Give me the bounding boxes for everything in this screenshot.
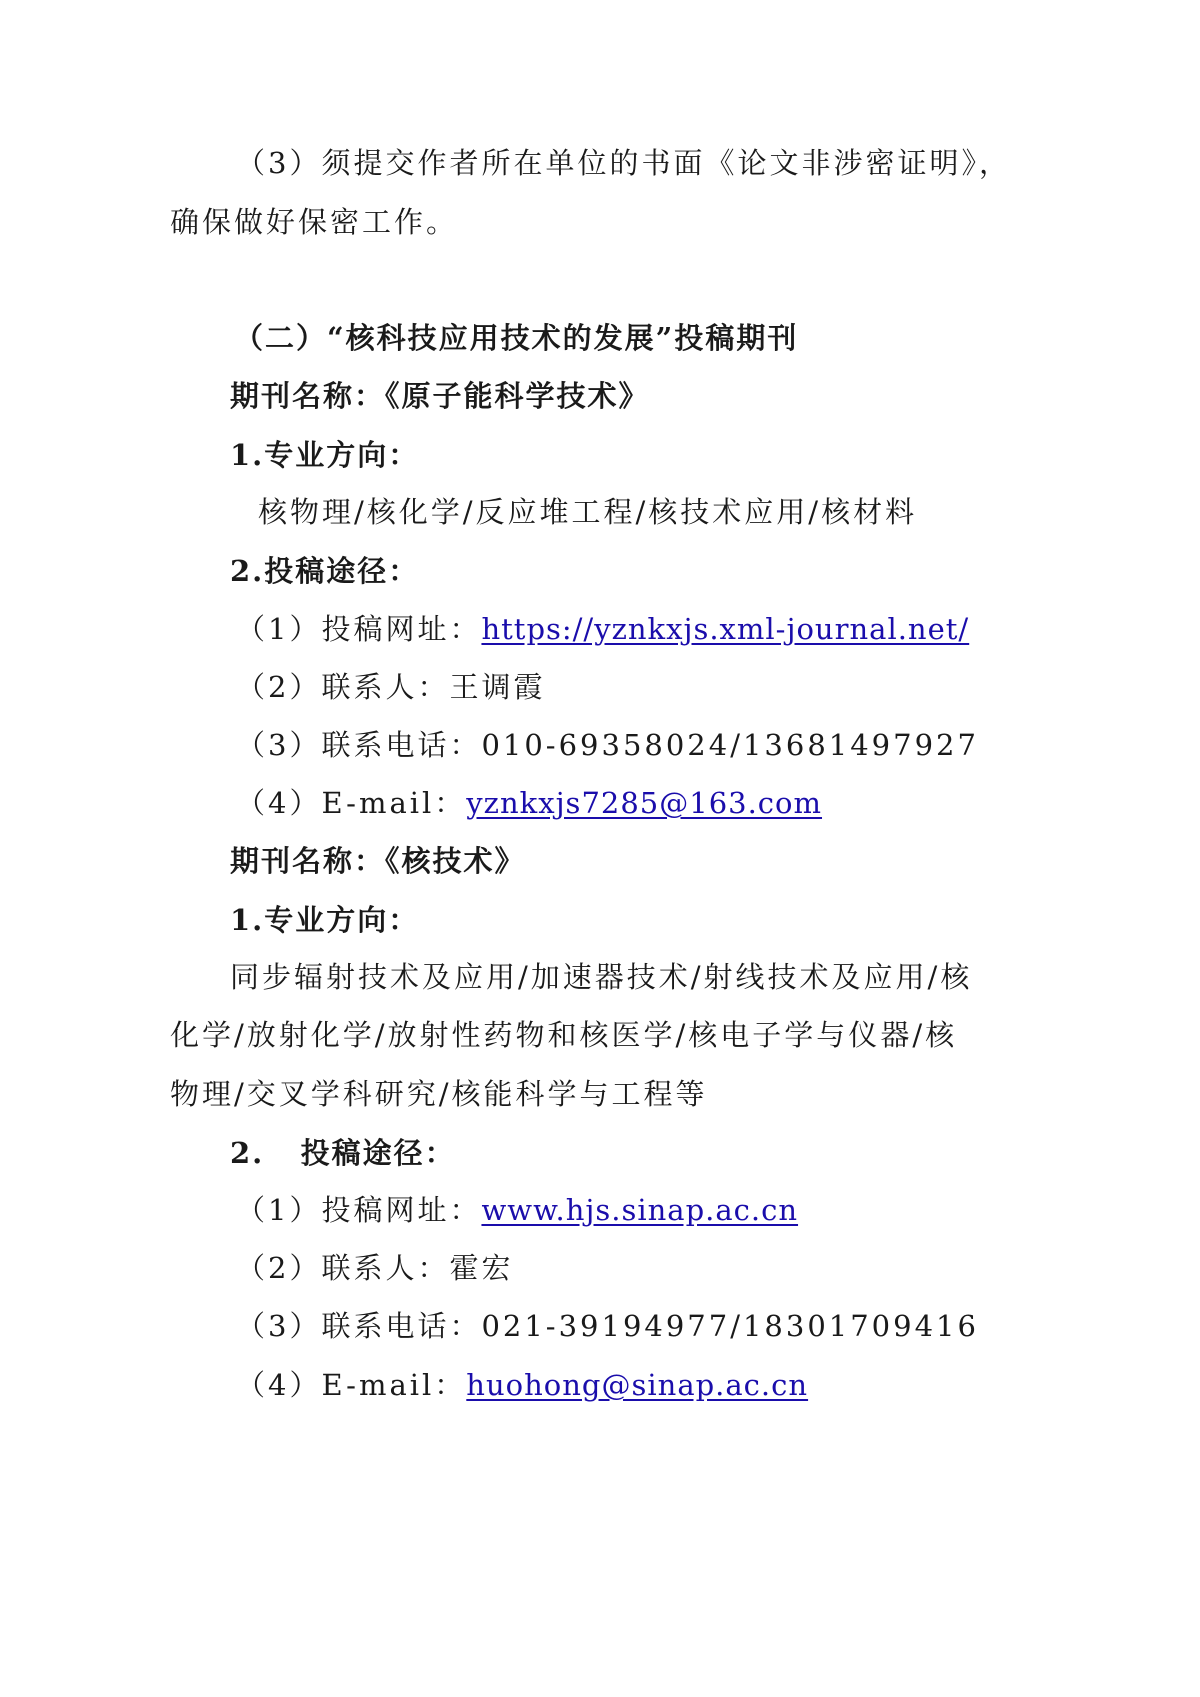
journal2-title: 期刊名称：《核技术》: [230, 844, 526, 878]
journal2-url-link[interactable]: www.hjs.sinap.ac.cn: [481, 1193, 799, 1227]
prev-item3-line2: 确保做好保密工作。: [170, 205, 459, 239]
journal1-email-row: [236, 783, 822, 823]
section-heading: （二）“核科技应用技术的发展”投稿期刊: [234, 321, 799, 355]
journal2-direction-line1: 同步辐射技术及应用/加速器技术/射线技术及应用/核: [230, 960, 973, 994]
journal2-direction-label: 1.专业方向：: [230, 903, 420, 937]
journal1-url-label: （1）投稿网址：: [236, 612, 482, 646]
journal2-contact: （2）联系人：霍宏: [236, 1251, 514, 1285]
journal1-url-link[interactable]: https://yznkxjs.xml-journal.net/: [481, 612, 970, 646]
journal1-title: 期刊名称：《原子能科学技术》: [230, 379, 650, 413]
journal2-direction-line3: 物理/交叉学科研究/核能科学与工程等: [170, 1077, 708, 1111]
journal1-url-row: [236, 609, 969, 649]
journal2-url-row: [236, 1190, 798, 1230]
journal1-direction-label: 1.专业方向：: [230, 438, 420, 472]
journal2-email-label: （4）E-mail：: [236, 1368, 467, 1402]
journal1-route-label: 2.投稿途径：: [230, 554, 420, 588]
journal1-direction-text: 核物理/核化学/反应堆工程/核技术应用/核材料: [258, 495, 918, 529]
journal2-phone: （3）联系电话：021-39194977/18301709416: [236, 1309, 979, 1343]
journal2-direction-line2: 化学/放射化学/放射性药物和核医学/核电子学与仪器/核: [170, 1018, 958, 1052]
prev-item3-line1: （3）须提交作者所在单位的书面《论文非涉密证明》，: [236, 146, 1011, 180]
journal2-url-label: （1）投稿网址：: [236, 1193, 482, 1227]
journal1-contact: （2）联系人：王调霞: [236, 670, 546, 704]
journal2-route-label: 2. 投稿途径：: [230, 1136, 456, 1170]
journal1-email-link[interactable]: yznkxjs7285@163.com: [466, 786, 823, 820]
journal1-email-label: （4）E-mail：: [236, 786, 467, 820]
journal1-phone: （3）联系电话：010-69358024/13681497927: [236, 728, 979, 762]
journal2-email-row: [236, 1365, 808, 1405]
journal2-email-link[interactable]: huohong@sinap.ac.cn: [466, 1368, 809, 1402]
